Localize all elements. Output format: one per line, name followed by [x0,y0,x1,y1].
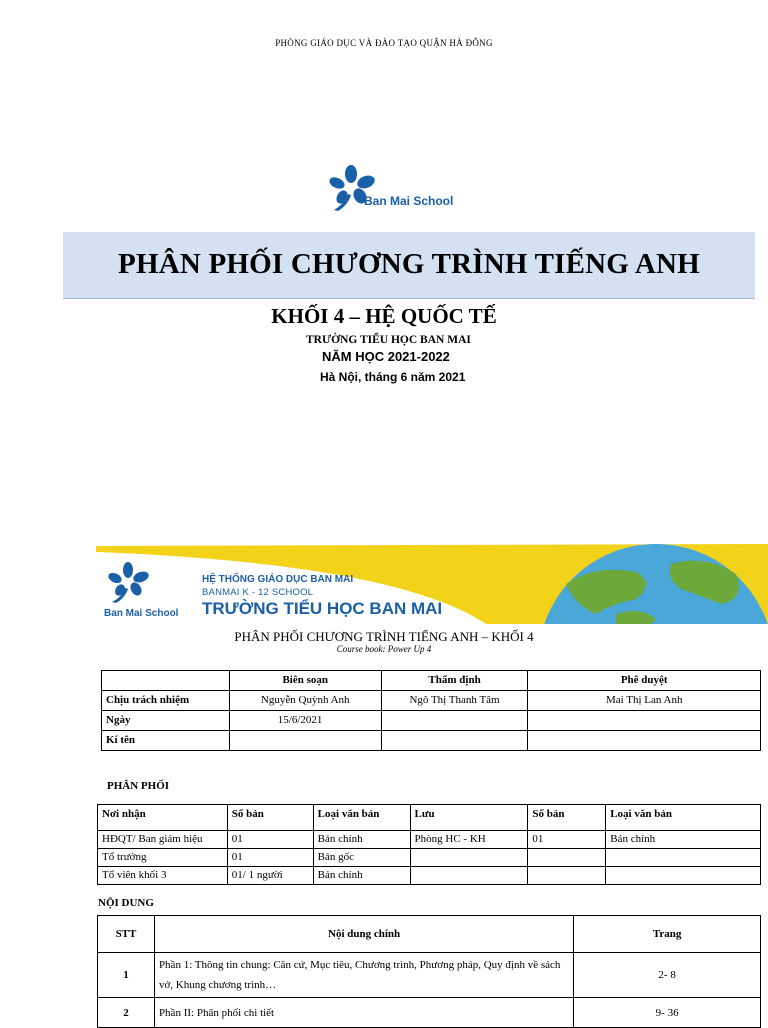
table-cell: Phần 1: Thông tin chung: Căn cứ, Mục tiêu, Chương trình, Phương pháp, Quy định về sách vở, Khung chương trình… [154,953,573,998]
table-row [98,998,761,1028]
banner-system-name: HỆ THỐNG GIÁO DỤC BAN MAI [202,574,354,585]
table-cell [528,731,761,751]
table-cell: 2- 8 [574,953,761,998]
cover-year: NĂM HỌC 2021-2022 [322,349,450,364]
contents-heading: NỘI DUNG [98,897,154,909]
table-header: Lưu [410,805,528,831]
banner-k12: BANMAI K - 12 SCHOOL [202,587,314,598]
table-cell [381,731,528,751]
table-header: Loại văn bản [313,805,410,831]
table-cell [229,731,381,751]
table-row [102,731,761,751]
table-cell [606,867,761,885]
table-header: Số bản [528,805,606,831]
table-cell: 01 [227,849,313,867]
table-cell: Chịu trách nhiệm [102,691,230,711]
table-cell: Tổ viên khối 3 [98,867,228,885]
table-header: STT [98,916,155,953]
table-cell: Bản gốc [313,849,410,867]
table-header [102,671,230,691]
approval-table [101,670,761,751]
banner-logo-text: Ban Mai School [104,608,179,619]
ban-mai-logo [326,160,486,220]
banner-school-name: TRƯỜNG TIỂU HỌC BAN MAI [202,599,443,618]
school-banner [96,544,768,624]
table-cell: HĐQT/ Ban giám hiệu [98,831,228,849]
table-cell: Bản chính [313,831,410,849]
table-header: Thẩm định [381,671,528,691]
table-cell: Nguyễn Quỳnh Anh [229,691,381,711]
table-cell: Tổ trưởng [98,849,228,867]
table-row [102,711,761,731]
table-row [98,916,761,953]
department-header: PHÒNG GIÁO DỤC VÀ ĐÀO TẠO QUẬN HÀ ĐÔNG [275,38,493,48]
table-cell [528,711,761,731]
cover-school: TRƯỜNG TIỂU HỌC BAN MAI [306,334,471,346]
table-cell [410,867,528,885]
table-row [98,867,761,885]
table-header: Phê duyệt [528,671,761,691]
table-cell: Mai Thị Lan Anh [528,691,761,711]
table-cell [528,849,606,867]
table-cell [606,849,761,867]
contents-table [97,915,761,1028]
distribution-table [97,804,761,885]
table-cell: 01 [528,831,606,849]
table-row [102,671,761,691]
cover-place-date: Hà Nội, tháng 6 năm 2021 [320,370,466,384]
table-cell: 1 [98,953,155,998]
table-cell: 2 [98,998,155,1028]
table-header: Số bản [227,805,313,831]
table-cell: 9- 36 [574,998,761,1028]
table-cell [410,849,528,867]
table-cell [528,867,606,885]
table-row [98,953,761,998]
table-cell: 01/ 1 người [227,867,313,885]
table-row [102,691,761,711]
table-row [98,831,761,849]
cover-grade: KHỐI 4 – HỆ QUỐC TẾ [271,304,497,328]
table-cell: Kí tên [102,731,230,751]
table-cell: Ngô Thị Thanh Tâm [381,691,528,711]
table-cell: Bản chính [606,831,761,849]
course-book: Course book: Power Up 4 [336,644,432,654]
table-cell: 01 [227,831,313,849]
table-cell: Ngày [102,711,230,731]
table-header: Nội dung chính [154,916,573,953]
table-cell: Bản chính [313,867,410,885]
table-header: Trang [574,916,761,953]
table-cell [381,711,528,731]
table-header: Nơi nhận [98,805,228,831]
table-cell: 15/6/2021 [229,711,381,731]
logo-brand-text: Ban Mai School [364,194,454,208]
distribution-heading: PHÂN PHỐI [107,780,170,792]
cover-title: PHÂN PHỐI CHƯƠNG TRÌNH TIẾNG ANH [118,248,700,280]
doc-title: PHÂN PHỐI CHƯƠNG TRÌNH TIẾNG ANH – KHỐI 4 [234,629,534,644]
table-cell: Phòng HC - KH [410,831,528,849]
table-cell: Phần II: Phân phối chi tiết [154,998,573,1028]
table-row [98,805,761,831]
table-header: Loại văn bản [606,805,761,831]
table-header: Biên soạn [229,671,381,691]
table-row [98,849,761,867]
